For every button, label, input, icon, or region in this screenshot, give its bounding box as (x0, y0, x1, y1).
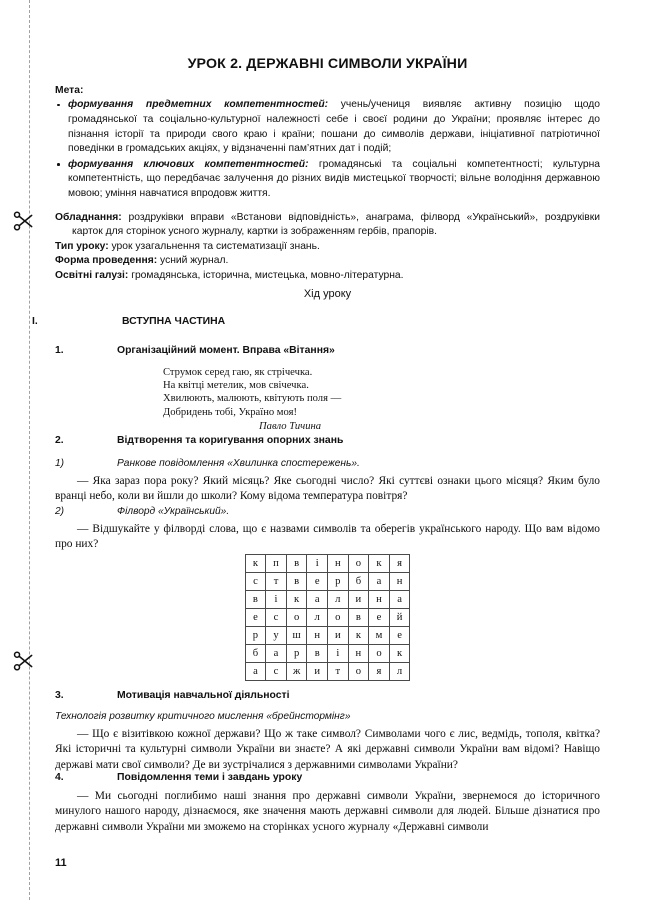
wordsearch-cell: н (328, 555, 349, 573)
item-number: 2. (55, 435, 64, 446)
wordsearch-cell: в (286, 555, 307, 573)
wordsearch-cell: о (369, 645, 390, 663)
paragraph-morning (55, 474, 600, 505)
document-page (32, 0, 600, 900)
info-text: громадянська, історична, мистецька, мовно-літературна. (128, 269, 404, 281)
wordsearch-cell: о (286, 609, 307, 627)
sub-item-title: Ранкове повідомлення «Хвилинка спостережень». (117, 458, 360, 469)
info-line-format (55, 254, 600, 268)
wordsearch-cell: а (245, 663, 266, 681)
wordsearch-cell: я (389, 555, 410, 573)
item-number: 1. (55, 345, 64, 356)
wordsearch-row (245, 591, 410, 609)
cut-dashed-line (29, 0, 30, 900)
wordsearch-container (55, 554, 600, 681)
wordsearch-cell: к (389, 645, 410, 663)
scissors-icon (10, 648, 36, 674)
list-item (55, 98, 600, 156)
wordsearch-cell: е (389, 627, 410, 645)
info-text: роздруківки вправи «Встанови відповідність», анаграма, філворд «Український», роздруківки карток для сторінок усного журналу, картки із зображенням гербів, прапорів. (72, 212, 600, 238)
wordsearch-cell: е (307, 573, 328, 591)
wordsearch-cell: л (307, 609, 328, 627)
goal-label-text: Мета: (55, 85, 84, 96)
bullet-lead: формування предметних компетентностей: (68, 99, 329, 111)
wordsearch-cell: р (286, 645, 307, 663)
wordsearch-cell: н (389, 573, 410, 591)
wordsearch-cell: а (307, 591, 328, 609)
wordsearch-cell: о (328, 609, 349, 627)
bullet-text: учень/учениця виявляє активну позицію щодо громадянської та соціально-культурної належності себе і своєї родини до України; проявляє інтерес до пізнання історії та природи свого краю і країни; пошани до символів держави, ініціативної патріотичної поведінки в громадських акціях, у відзначенні пам’ятних дат і подій; (68, 99, 600, 155)
item-3-heading (55, 690, 600, 701)
wordsearch-cell: і (266, 591, 287, 609)
item-2-heading (55, 435, 600, 446)
info-text: урок узагальнення та систематизації знань. (108, 240, 320, 252)
paragraph-brainstorm (55, 727, 600, 773)
wordsearch-cell: р (245, 627, 266, 645)
info-label: Обладнання: (55, 212, 122, 223)
wordsearch-cell: у (266, 627, 287, 645)
part-title: ВСТУПНА ЧАСТИНА (122, 316, 226, 327)
info-line-equipment (55, 211, 600, 240)
poem-line: Хвилюють, малюють, квітують поля — (163, 393, 342, 405)
paragraph-filvord (55, 522, 600, 553)
sub-item-number: 1) (55, 458, 65, 469)
course-heading: Хід уроку (303, 288, 352, 300)
wordsearch-cell: е (369, 609, 390, 627)
info-text: усний журнал. (157, 255, 229, 267)
item-title: Відтворення та коригування опорних знань (117, 435, 344, 446)
goal-label (55, 84, 600, 98)
bullet-dot-icon (57, 163, 60, 166)
info-label: Форма проведення: (55, 255, 158, 267)
wordsearch-cell: в (348, 609, 369, 627)
wordsearch-cell: а (389, 591, 410, 609)
bullet-dot-icon (57, 104, 60, 107)
wordsearch-cell: і (328, 645, 349, 663)
wordsearch-cell: к (286, 591, 307, 609)
wordsearch-cell: н (348, 645, 369, 663)
wordsearch-cell: и (307, 663, 328, 681)
sub-item-title: Філворд «Український». (117, 506, 230, 517)
poem-line: Струмок серед гаю, як стрічечка. (163, 367, 313, 378)
wordsearch-cell: к (348, 627, 369, 645)
part-one-heading (32, 316, 600, 327)
wordsearch-cell: п (266, 555, 287, 573)
page-title: УРОК 2. ДЕРЖАВНІ СИМВОЛИ УКРАЇНИ (187, 56, 468, 72)
wordsearch-cell: в (245, 591, 266, 609)
bullet-lead: формування ключових компетентностей: (68, 158, 309, 170)
item-1-heading (55, 345, 600, 356)
wordsearch-cell: с (245, 573, 266, 591)
wordsearch-cell: й (389, 609, 410, 627)
goal-bullet-list (55, 98, 600, 201)
wordsearch-cell: о (348, 555, 369, 573)
wordsearch-cell: б (348, 573, 369, 591)
paragraph-text: — Відшукайте у філворді слова, що є назвами символів та оберегів українського народу. Що вам відомо про них? (55, 523, 600, 551)
wordsearch-cell: а (266, 645, 287, 663)
wordsearch-cell: е (245, 609, 266, 627)
wordsearch-cell: к (245, 555, 266, 573)
item-title: Повідомлення теми і завдань уроку (117, 772, 303, 783)
wordsearch-row (245, 663, 410, 681)
wordsearch-cell: н (307, 627, 328, 645)
wordsearch-cell: в (286, 573, 307, 591)
scissors-icon (10, 208, 36, 234)
technology-note-text: Технологія розвитку критичного мислення «брейнстормінг» (55, 711, 351, 722)
paragraph-text: — Яка зараз пора року? Який місяць? Яке сьогодні число? Які суттєві ознаки цього місяця? Яким було вранці небо, коли ви йшли до школи? Кому відома температура повітря? (55, 475, 600, 503)
info-line-subjects (55, 269, 600, 283)
wordsearch-row (245, 627, 410, 645)
wordsearch-grid (245, 554, 411, 681)
part-numeral: I. (32, 316, 38, 327)
wordsearch-cell: в (307, 645, 328, 663)
cut-margin (0, 0, 40, 900)
item-title: Мотивація навчальної діяльності (117, 690, 290, 701)
poem-line: На квітці метелик, мов свічечка. (163, 380, 309, 392)
wordsearch-body (245, 555, 410, 681)
wordsearch-cell: р (328, 573, 349, 591)
poem-line: Добридень тобі, Україно моя! (163, 406, 298, 418)
wordsearch-cell: н (369, 591, 390, 609)
wordsearch-cell: я (369, 663, 390, 681)
wordsearch-cell: б (245, 645, 266, 663)
poem-block (163, 366, 341, 433)
technology-note (55, 711, 600, 722)
item-4-heading (55, 772, 600, 783)
wordsearch-cell: л (389, 663, 410, 681)
item-number: 3. (55, 690, 64, 701)
wordsearch-row (245, 555, 410, 573)
wordsearch-row (245, 645, 410, 663)
paragraph-text: — Ми сьогодні поглибимо наші знання про державні символи України, звернемося до історичного минулого нашого народу, дізнаємося, яке значення мають державні символи для людей. Більше дізнатися про державні символи України ми зможемо на сторінках усного журналу «Державні символи (55, 790, 600, 833)
wordsearch-cell: с (266, 663, 287, 681)
wordsearch-cell: к (369, 555, 390, 573)
wordsearch-cell: л (328, 591, 349, 609)
sub-item-number: 2) (55, 506, 65, 517)
poem-author: Павло Тичина (259, 420, 322, 432)
wordsearch-row (245, 573, 410, 591)
paragraph-topic (55, 789, 600, 835)
bullet-text: громадянські та соціальні компетентності; культурна компетентність, що передбачає залучення до різних видів мистецької творчості; вільне володіння державною мовою; уміння навчатися впродовж життя. (68, 158, 600, 199)
item-title: Організаційний момент. Вправа «Вітання» (117, 345, 335, 356)
wordsearch-row (245, 609, 410, 627)
sub-item-1 (55, 458, 600, 469)
page-number: 11 (55, 857, 67, 869)
lesson-info-section (55, 211, 600, 283)
item-number: 4. (55, 772, 64, 783)
wordsearch-cell: т (328, 663, 349, 681)
sub-item-2 (55, 506, 600, 517)
wordsearch-cell: т (266, 573, 287, 591)
list-item (55, 158, 600, 202)
wordsearch-cell: ш (286, 627, 307, 645)
wordsearch-cell: и (328, 627, 349, 645)
paragraph-text: — Що є візитівкою кожної держави? Що ж таке символ? Символами чого є лис, ведмідь, тополя, квітка? Які історичні та культурні символи України ви знаєте? А які державні символи України вам відомі? Навіщо державі мати свої символи? Де ви зустрічалися з державними символами України? (55, 728, 600, 771)
wordsearch-cell: и (348, 591, 369, 609)
wordsearch-cell: а (369, 573, 390, 591)
goal-section (55, 84, 600, 203)
info-label: Тип уроку: (55, 240, 109, 252)
info-label: Освітні галузі: (55, 269, 129, 281)
wordsearch-cell: с (266, 609, 287, 627)
info-line-lesson-type (55, 240, 600, 254)
wordsearch-cell: ж (286, 663, 307, 681)
wordsearch-cell: і (307, 555, 328, 573)
wordsearch-cell: о (348, 663, 369, 681)
wordsearch-cell: м (369, 627, 390, 645)
